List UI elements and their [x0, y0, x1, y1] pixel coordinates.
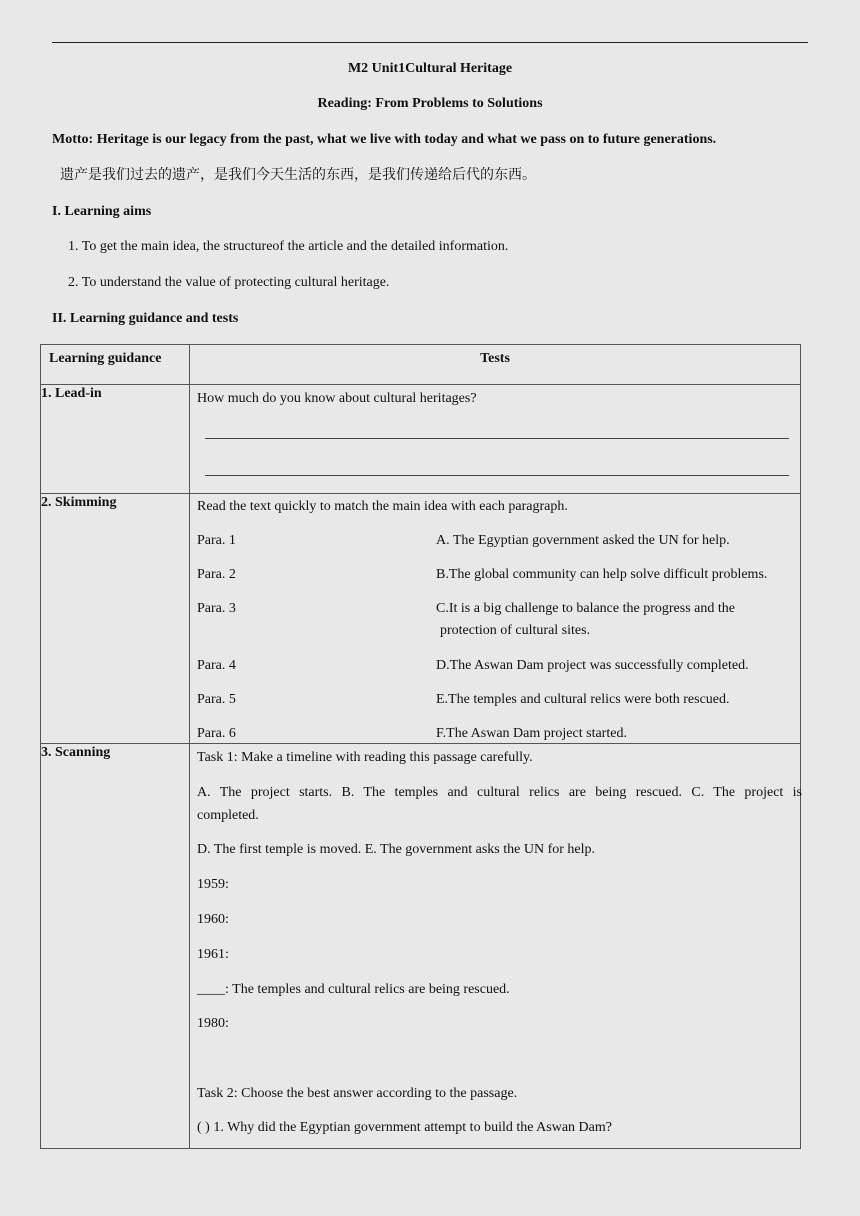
para-label: Para. 2	[197, 567, 236, 582]
task1-instruction: Task 1: Make a timeline with reading this passage carefully.	[197, 750, 533, 765]
skimming-instruction: Read the text quickly to match the main idea with each paragraph.	[197, 499, 568, 514]
table-row-skimming	[41, 494, 801, 744]
main-idea-option: D.The Aswan Dam project was successfully completed.	[436, 658, 749, 673]
main-idea-option: E.The temples and cultural relics were both rescued.	[436, 692, 730, 707]
page-subtitle: Reading: From Problems to Solutions	[317, 96, 543, 111]
table-row-leadin	[41, 385, 801, 494]
aims-heading: I. Learning aims	[52, 204, 152, 219]
scanning-cell	[190, 744, 801, 1149]
question-1: ( ) 1. Why did the Egyptian government attempt to build the Aswan Dam?	[197, 1120, 612, 1135]
para-label: Para. 4	[197, 658, 236, 673]
timeline-year: 1980:	[197, 1016, 229, 1031]
timeline-year: 1961:	[197, 947, 229, 962]
timeline-options: A. The project starts. B. The temples and cultural relics are being rescued. C. The project is	[197, 785, 802, 800]
task2-instruction: Task 2: Choose the best answer according to the passage.	[197, 1086, 518, 1101]
timeline-year: 1960:	[197, 912, 229, 927]
timeline-year: 1959:	[197, 877, 229, 892]
scanning-label: 3. Scanning	[41, 744, 190, 1149]
leadin-cell	[190, 385, 801, 494]
aim-item-2: 2. To understand the value of protecting cultural heritage.	[68, 275, 390, 290]
timeline-options-2: D. The first temple is moved. E. The government asks the UN for help.	[197, 842, 596, 857]
answer-line-2[interactable]	[205, 475, 789, 476]
aim-item-1: 1. To get the main idea, the structureof the article and the detailed information.	[68, 239, 509, 254]
table-header-row	[41, 345, 801, 385]
para-label: Para. 3	[197, 601, 236, 616]
col-header-tests: Tests	[190, 345, 801, 385]
skimming-cell	[190, 494, 801, 744]
col-header-guidance: Learning guidance	[41, 345, 190, 385]
guidance-heading: II. Learning guidance and tests	[52, 311, 239, 326]
main-idea-option: C.It is a big challenge to balance the progress and the	[436, 601, 735, 616]
table-row-scanning	[41, 744, 801, 1149]
main-idea-option: F.The Aswan Dam project started.	[436, 726, 627, 741]
page-title: M2 Unit1Cultural Heritage	[347, 61, 513, 76]
leadin-label: 1. Lead-in	[41, 385, 190, 494]
timeline-options-continued: completed.	[197, 808, 259, 823]
para-label: Para. 1	[197, 533, 236, 548]
main-idea-option: B.The global community can help solve difficult problems.	[436, 567, 768, 582]
main-idea-option-continued: protection of cultural sites.	[440, 623, 591, 638]
guidance-table	[40, 344, 801, 1149]
answer-line-1[interactable]	[205, 438, 789, 439]
skimming-label: 2. Skimming	[41, 494, 190, 744]
timeline-blank-row: ____: The temples and cultural relics are being rescued.	[197, 982, 510, 997]
leadin-question: How much do you know about cultural heritages?	[197, 391, 477, 406]
para-label: Para. 6	[197, 726, 236, 741]
main-idea-option: A. The Egyptian government asked the UN for help.	[436, 533, 730, 548]
motto-chinese: 遗产是我们过去的遗产，是我们今天生活的东西，是我们传递给后代的东西。	[60, 167, 536, 183]
top-rule	[52, 42, 808, 43]
para-label: Para. 5	[197, 692, 236, 707]
motto: Motto: Heritage is our legacy from the past, what we live with today and what we pass on to future generations.	[52, 132, 717, 147]
